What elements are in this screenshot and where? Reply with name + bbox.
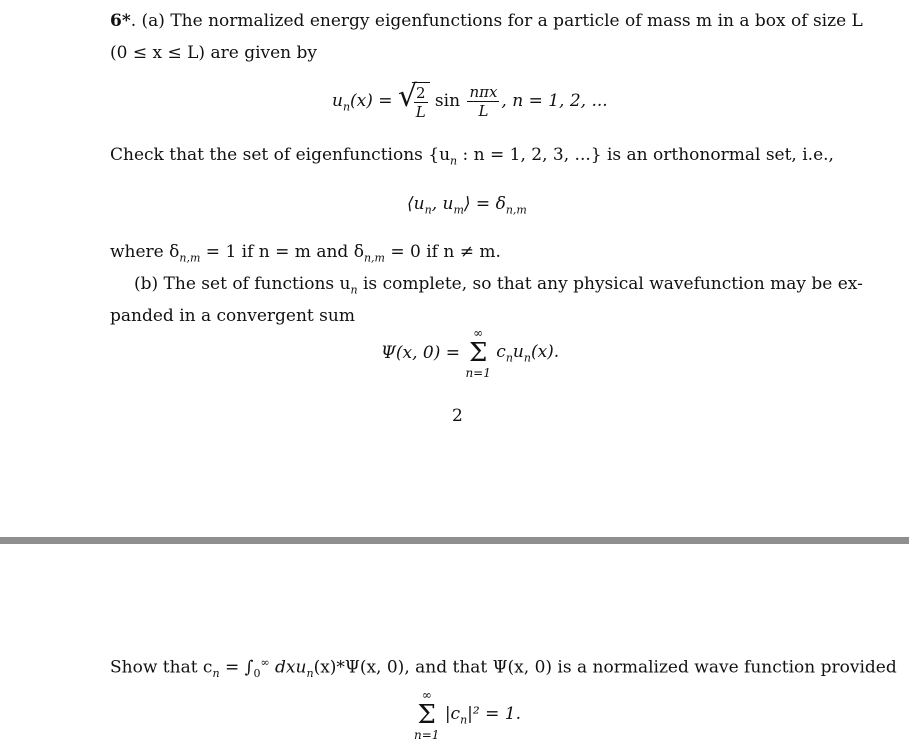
- sin-argument-fraction: [467, 83, 499, 120]
- eq1-lhs-sub: n: [342, 100, 351, 114]
- where-line: where $\delta_{n,m} = 1$ if n = m and $\delta_{n,m} = 0$ if n ≠ m.: [110, 242, 501, 265]
- part-b-line-1: (b) The set of functions $u_n$ is complete, so that any physical wavefunction may be ex-: [134, 274, 863, 297]
- page-divider: [0, 537, 909, 544]
- part-b-line-2: panded in a convergent sum: [110, 306, 355, 326]
- sin-arg-num: nπx: [469, 83, 498, 101]
- eq1-lhs-arg: (x) =: [350, 91, 393, 111]
- eq1-lhs: u: [332, 91, 343, 111]
- problem-statement-line-1: [110, 10, 863, 32]
- range-line: (0 ≤ x ≤ L) are given by: [110, 43, 318, 63]
- sqrt-factor: √ $\frac{2}{L}$: [398, 82, 430, 121]
- equation-normalization: ∞ Σ n=1 $|c_n|^2 = 1$.: [414, 688, 521, 742]
- sum-symbol: ∞ Σ n=1: [465, 326, 491, 380]
- sin-label: sin: [434, 91, 461, 111]
- page-number: 2: [452, 406, 463, 426]
- equation-expansion: Ψ(x, 0) = ∞ Σ n=1 $c_nu_n(x)$.: [381, 326, 560, 380]
- sqrt-num: 2: [415, 84, 426, 102]
- sin-arg-den: L: [478, 102, 489, 120]
- equation-orthonormal: $⟨u_n$, $u_m⟩ = \delta_{n,m}$: [407, 194, 527, 217]
- equation-eigenfunction: [332, 79, 608, 121]
- eq1-tail: , n = 1, 2, ...: [501, 91, 608, 111]
- part-a-intro: . (a) The normalized energy eigenfunctions for a particle of mass m in a box of size L: [130, 11, 863, 31]
- check-line: Check that the set of eigenfunctions {$u_n$ : n = 1, 2, 3, ...} is an orthonormal set, i.e.,: [110, 145, 834, 168]
- problem-statement-line-2: [110, 42, 317, 64]
- problem-number: 6*: [110, 11, 131, 31]
- sum-symbol-2: ∞ Σ n=1: [414, 688, 440, 742]
- sqrt-den: L: [415, 103, 426, 121]
- show-line: Show that $c_n = \int_0^\infty$ dxu$_n$(x)*Ψ(x, 0), and that Ψ(x, 0) is a normalized wave function provided: [110, 656, 897, 681]
- eq3-lhs: Ψ(x, 0) =: [381, 343, 461, 363]
